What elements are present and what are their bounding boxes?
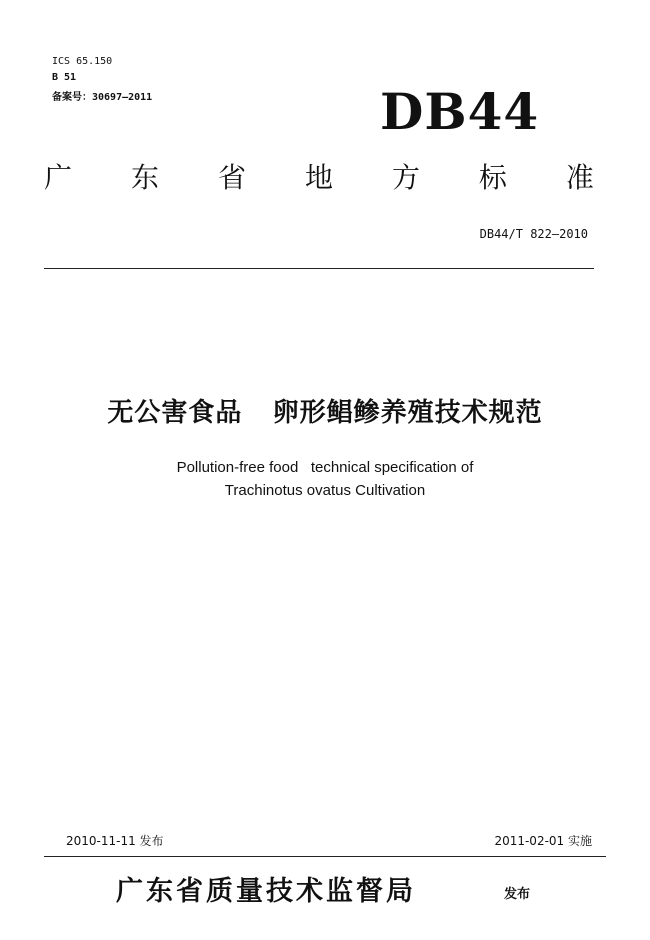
- standard-type-char: 地: [304, 161, 333, 194]
- standard-type-char: 方: [391, 161, 420, 194]
- title-chinese: 无公害食品 卵形鲳鲹养殖技术规范: [107, 398, 543, 428]
- standard-type-char: 准: [565, 161, 594, 194]
- db-code: DB44: [380, 82, 540, 141]
- ccs-code: B 51: [52, 72, 77, 83]
- standard-type-char: 省: [217, 161, 246, 194]
- standard-type: [44, 160, 594, 196]
- release-date: 2010-11-11 发布: [66, 834, 164, 848]
- standard-type-char: 广: [44, 161, 73, 194]
- implement-date: 2011-02-01 实施: [494, 834, 592, 848]
- issuing-authority: 广东省质量技术监督局: [116, 876, 416, 907]
- title-english-line-2: Trachinotus ovatus Cultivation: [224, 482, 426, 499]
- bottom-divider: [44, 856, 606, 857]
- issue-label: 发布: [504, 887, 531, 902]
- standard-number: DB44/T 822—2010: [479, 227, 588, 241]
- top-divider: [44, 268, 594, 269]
- ics-code: ICS 65.150: [52, 56, 113, 67]
- filing-number: 备案号：30697—2011: [52, 92, 153, 103]
- standard-type-char: 东: [130, 161, 159, 194]
- standard-type-char: 标: [478, 161, 507, 194]
- title-english-line-1: Pollution-free food technical specification of: [176, 459, 474, 476]
